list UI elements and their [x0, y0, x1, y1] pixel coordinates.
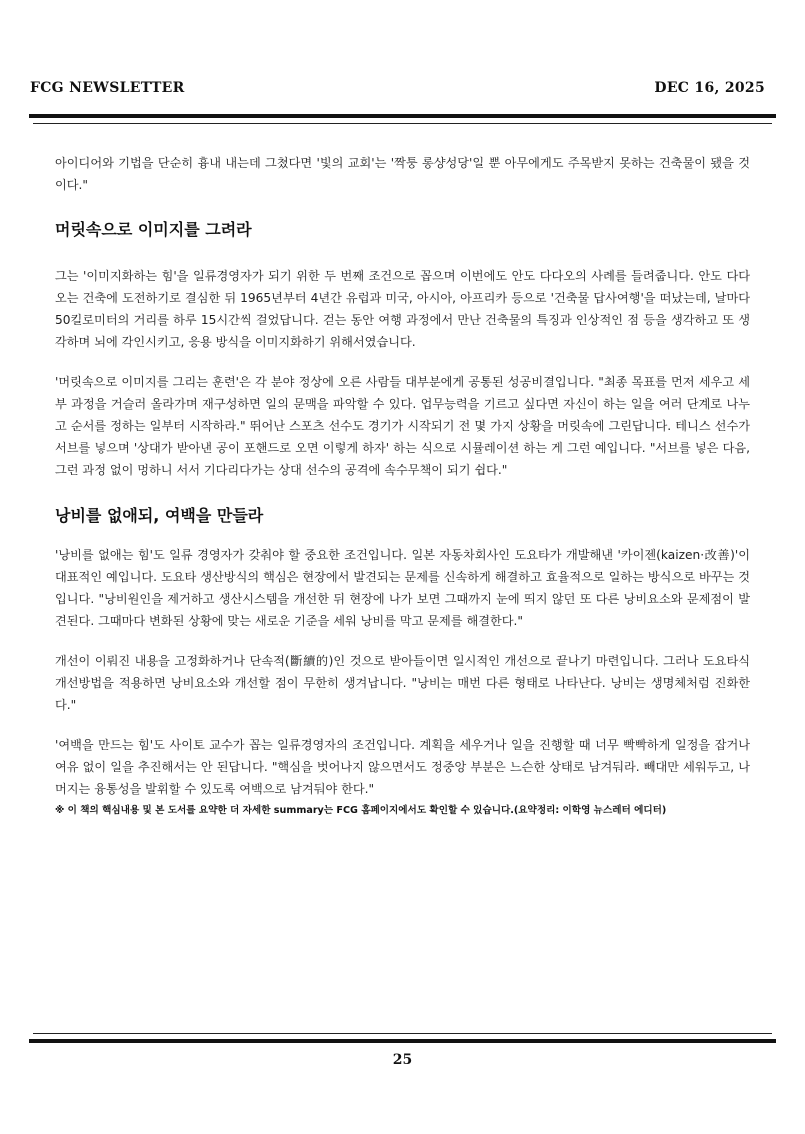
header-rule-thin: [33, 123, 772, 124]
section1-paragraph-2: '머릿속으로 이미지를 그리는 훈련'은 각 분야 정상에 오른 사람들 대부분에게 공통된 성공비결입니다. "최종 목표를 먼저 세우고 세부 과정을 거슬러 올라가며 재구성하면 일의 문맥을 파악할 수 있다. 업무능력을 기르고 싶다면 자신이 하는 일을 여러 단계로 나누고 순서를 정하는 일부터 시작하라." 뛰어난 스포츠 선수도 경기가 시작되기 전 몇 가지 상황을 머릿속에 그린답니다. 테니스 선수가 서브를 넣으며 '상대가 받아낸 공이 포핸드로 오면 이렇게 하자' 하는 식으로 시뮬레이션 하는 게 그런 예입니다. "서브를 넣은 다음, 그런 과정 없이 멍하니 서서 기다리다가는 상대 선수의 공격에 속수무책이 되기 쉽다.": [55, 375, 750, 477]
page-number: 25: [392, 1052, 413, 1068]
section-heading-imagination: 머릿속으로 이미지를 그려라: [55, 220, 252, 239]
header-rule-thick: [29, 114, 776, 118]
footer-rule-thick: [29, 1039, 776, 1043]
article-body: [55, 152, 750, 820]
section-heading-waste: 낭비를 없애되, 여백을 만들라: [55, 506, 264, 525]
issue-date: DEC 16, 2025: [654, 80, 765, 96]
publication-title: FCG NEWSLETTER: [30, 80, 185, 96]
section1-paragraph-1: 그는 '이미지화하는 힘'을 일류경영자가 되기 위한 두 번째 조건으로 꼽으며 이번에도 안도 다다오의 사례를 들려줍니다. 안도 다다오는 건축에 도전하기로 결심한 뒤 1965년부터 4년간 유럽과 미국, 아시아, 아프리카 등으로 '건축물 답사여행'을 떠났는데, 날마다 50킬로미터의 거리를 하루 15시간씩 걸었답니다. 걷는 동안 여행 과정에서 만난 건축물의 특징과 인상적인 점 등을 생각하고 또 생각하며 뇌에 각인시키고, 응용 방식을 이미지화하기 위해서였습니다.: [55, 269, 750, 349]
section2-paragraph-2: 개선이 이뤄진 내용을 고정화하거나 단속적(斷續的)인 것으로 받아들이면 일시적인 개선으로 끝나기 마련입니다. 그러나 도요타식 개선방법을 적용하면 낭비요소와 개선할 점이 무한히 생겨납니다. "낭비는 매번 다른 형태로 나타난다. 낭비는 생명체처럼 진화한다.": [55, 654, 750, 712]
section2-paragraph-1: '낭비를 없애는 힘'도 일류 경영자가 갖춰야 할 중요한 조건입니다. 일본 자동차회사인 도요타가 개발해낸 '카이젠(kaizen·改善)'이 대표적인 예입니다. 도요타 생산방식의 핵심은 현장에서 발견되는 문제를 신속하게 해결하고 효율적으로 일하는 방식으로 바꾸는 것입니다. "낭비원인을 제거하고 생산시스템을 개선한 뒤 현장에 나가 보면 그때까지 눈에 띄지 않던 또 다른 낭비요소와 문제점이 발견된다. 그때마다 변화된 상황에 맞는 새로운 기준을 세워 낭비를 막고 문제를 해결한다.": [55, 548, 750, 628]
summary-note: ※ 이 책의 핵심내용 및 본 도서를 요약한 더 자세한 summary는 FCG 홈페이지에서도 확인할 수 있습니다.(요약정리: 이학영 뉴스레터 에디터): [55, 805, 667, 816]
footer-rule-thin: [33, 1033, 772, 1034]
section2-paragraph-3: '여백을 만드는 힘'도 사이토 교수가 꼽는 일류경영자의 조건입니다. 계획을 세우거나 일을 진행할 때 너무 빡빡하게 일정을 잡거나 여유 없이 일을 추진해서는 안 된답니다. "핵심을 벗어나지 않으면서도 정중앙 부분은 느슨한 상태로 남겨둬라. 빼대만 세워두고, 나머지는 융통성을 발휘할 수 있도록 여백으로 남겨둬야 한다.": [55, 738, 750, 796]
intro-paragraph: 아이디어와 기법을 단순히 흉내 내는데 그쳤다면 '빛의 교회'는 '짝퉁 롱샹성당'일 뿐 아무에게도 주목받지 못하는 건축물이 됐을 것이다.": [55, 156, 750, 192]
